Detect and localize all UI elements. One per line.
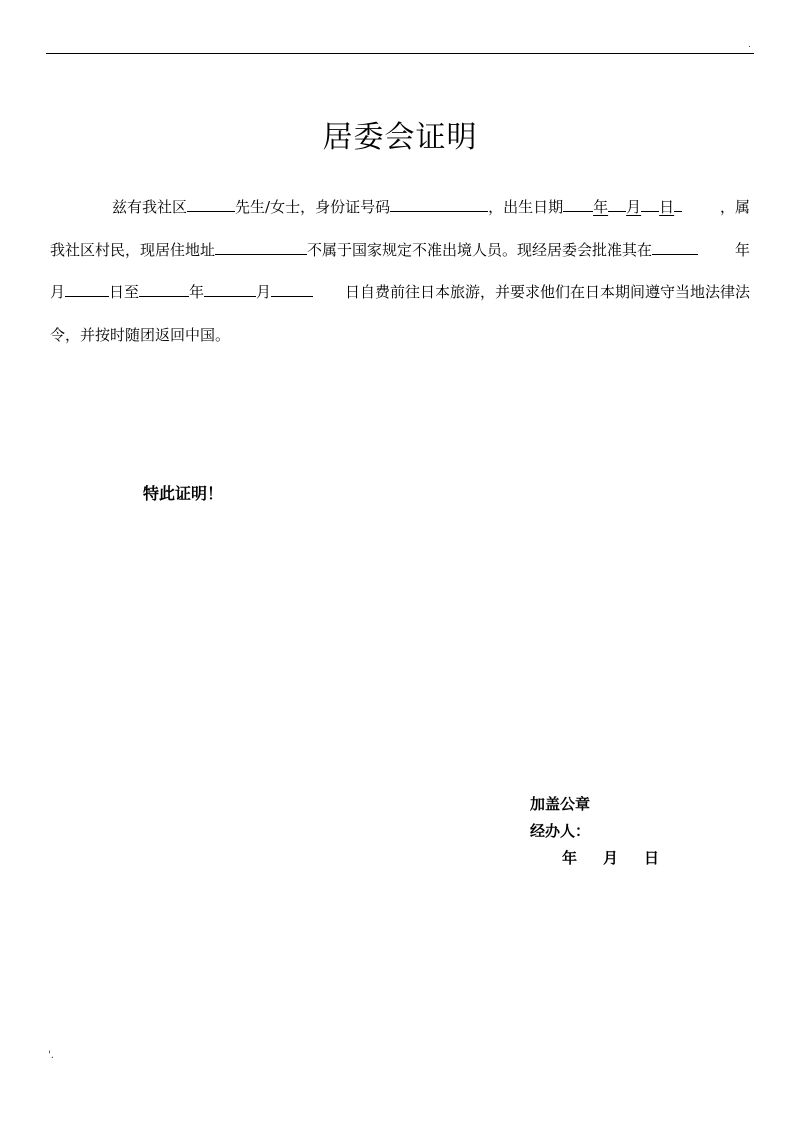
text-segment: 年 (189, 283, 205, 301)
blank-birth-month (641, 196, 659, 212)
paragraph-line-4: 令，并按时随团返回中国。 (50, 325, 231, 344)
blank-id-number (390, 196, 488, 212)
text-segment: ，属 (719, 198, 750, 216)
date-year-label: 年 (562, 849, 578, 867)
document-title: 居委会证明 (322, 120, 478, 156)
date-day-label: 日 (644, 849, 660, 867)
header-mark: . (748, 40, 751, 50)
text-segment: 我社区村民，现居住地址 (50, 240, 216, 259)
text-segment: 不属于国家规定不准出境人员。现经居委会批准其在 (307, 240, 653, 259)
text-segment: 先生/女士，身份证号码 (235, 198, 391, 216)
blank-birth-year (608, 196, 626, 212)
text-segment: 日自费前往日本旅游，并要求他们在日本期间遵守当地法律法 (344, 283, 750, 301)
header-rule (46, 53, 754, 54)
blank-birth-day (674, 196, 682, 212)
blank-end-year (139, 281, 189, 297)
blank-address (215, 239, 307, 255)
text-segment: 月 (50, 283, 66, 301)
birth-month-label: 月 (626, 198, 642, 216)
blank-start-month (65, 281, 109, 297)
text-segment: 日至 (109, 283, 140, 301)
blank-end-month (204, 281, 256, 297)
blank-start-year (652, 239, 698, 255)
blank-community (187, 196, 235, 212)
text-segment: ，出生日期 (488, 198, 564, 216)
footer-mark: '. (48, 1050, 54, 1061)
signature-date (562, 847, 659, 869)
certification-statement: 特此证明！ (143, 484, 224, 503)
official-seal-label: 加盖公章 (530, 795, 591, 813)
certificate-paragraph (50, 186, 750, 356)
blank-birth (563, 196, 593, 212)
paragraph-line-2 (50, 229, 750, 272)
blank-end-day (271, 281, 313, 297)
text-segment: 年 (734, 240, 750, 259)
birth-year-label: 年 (593, 198, 609, 216)
text-segment: 兹有我社区 (112, 198, 188, 216)
handler-label: 经办人： (530, 822, 591, 840)
date-month-label: 月 (603, 849, 619, 867)
paragraph-line-3 (50, 271, 750, 314)
birth-day-label: 日 (659, 198, 675, 216)
text-segment: 月 (256, 283, 272, 301)
paragraph-line-1 (50, 186, 750, 229)
